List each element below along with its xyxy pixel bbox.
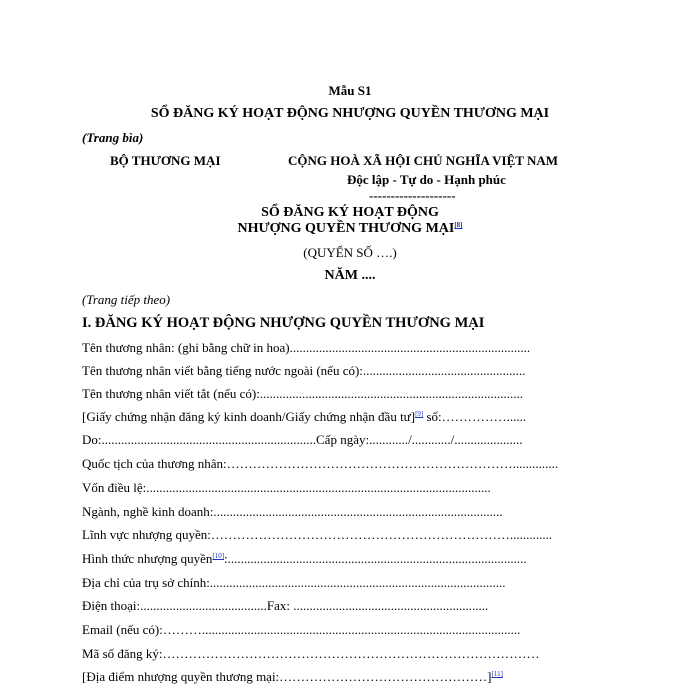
footnote-9-link[interactable]: [9]	[415, 410, 424, 418]
form-code: Mẫu S1	[328, 83, 372, 98]
franchise-field-field: Lĩnh vực nhượng quyền:…………………………………………………………….............	[82, 527, 553, 542]
phone-field: Điện thoại:.......................................	[82, 598, 267, 613]
motto-divider: --------------------	[369, 188, 456, 203]
cover-note: (Trang bìa)	[82, 130, 144, 145]
franchise-form-dots: :............................................................................................	[224, 551, 527, 566]
footnote-8-link[interactable]: [8]	[454, 221, 463, 229]
national-motto: Độc lập - Tự do - Hạnh phúc	[347, 172, 506, 187]
form-title: SỔ ĐĂNG KÝ HOẠT ĐỘNG NHƯỢNG QUYỀN THƯƠNG MẠI	[150, 106, 550, 121]
certificate-label: [Giấy chứng nhận đăng ký kinh doanh/Giấy chứng nhận đầu tư]	[82, 409, 416, 424]
franchise-location-field	[82, 669, 503, 685]
book-title-line1: SỔ ĐĂNG KÝ HOẠT ĐỘNG	[261, 205, 439, 220]
fax-field: Fax: ............................................................	[266, 598, 489, 613]
footnote-11-link[interactable]: [11]	[491, 670, 503, 678]
short-name-field: Tên thương nhân viết tắt (nếu có):.................................................................................	[82, 386, 524, 401]
trader-name-field: Tên thương nhân: (ghi bằng chữ in hoa)..........................................................................	[82, 340, 531, 355]
book-title-line2-text: NHƯỢNG QUYỀN THƯƠNG MẠI	[237, 221, 455, 236]
year-label: NĂM ....	[324, 268, 376, 283]
certificate-number: số:……………......	[423, 409, 527, 424]
volume-number: (QUYỂN SỐ ….)	[303, 245, 397, 260]
section-heading: I. ĐĂNG KÝ HOẠT ĐỘNG NHƯỢNG QUYỀN THƯƠNG MẠI	[82, 315, 485, 331]
issued-by-field: Do:..................................................................Cấp ngày:............/............/.....................	[82, 432, 523, 447]
nationality-field: Quốc tịch của thương nhân:…………………………………………………………..............	[82, 456, 559, 471]
head-office-field: Địa chỉ của trụ sở chính:...........................................................................................	[82, 575, 506, 590]
capital-field: Vốn điều lệ:..........................................................................................................	[82, 480, 491, 495]
franchise-location-label: [Địa điểm nhượng quyền thương mại:…………………………………………]	[82, 669, 492, 684]
foreign-name-field: Tên thương nhân viết bằng tiếng nước ngoài (nếu có):..................................................	[82, 363, 526, 378]
email-field: Email (nếu có):………..................................................................................................	[82, 622, 521, 637]
registration-code-field: Mã số đăng ký:……………………………………………………………………………	[82, 646, 540, 661]
phone-fax-field	[82, 598, 488, 614]
next-page-note: (Trang tiếp theo)	[82, 292, 171, 307]
republic-name: CỘNG HOÀ XÃ HỘI CHỦ NGHĨA VIỆT NAM	[288, 153, 559, 168]
business-line-field: Ngành, nghề kinh doanh:.........................................................................................	[82, 504, 503, 519]
franchise-form-field	[82, 551, 527, 567]
footnote-10-link[interactable]: [10]	[212, 552, 225, 560]
ministry-name: BỘ THƯƠNG MẠI	[110, 153, 221, 168]
book-title-line2	[0, 221, 700, 237]
franchise-form-label: Hình thức nhượng quyền	[82, 551, 213, 566]
certificate-field	[82, 409, 526, 425]
